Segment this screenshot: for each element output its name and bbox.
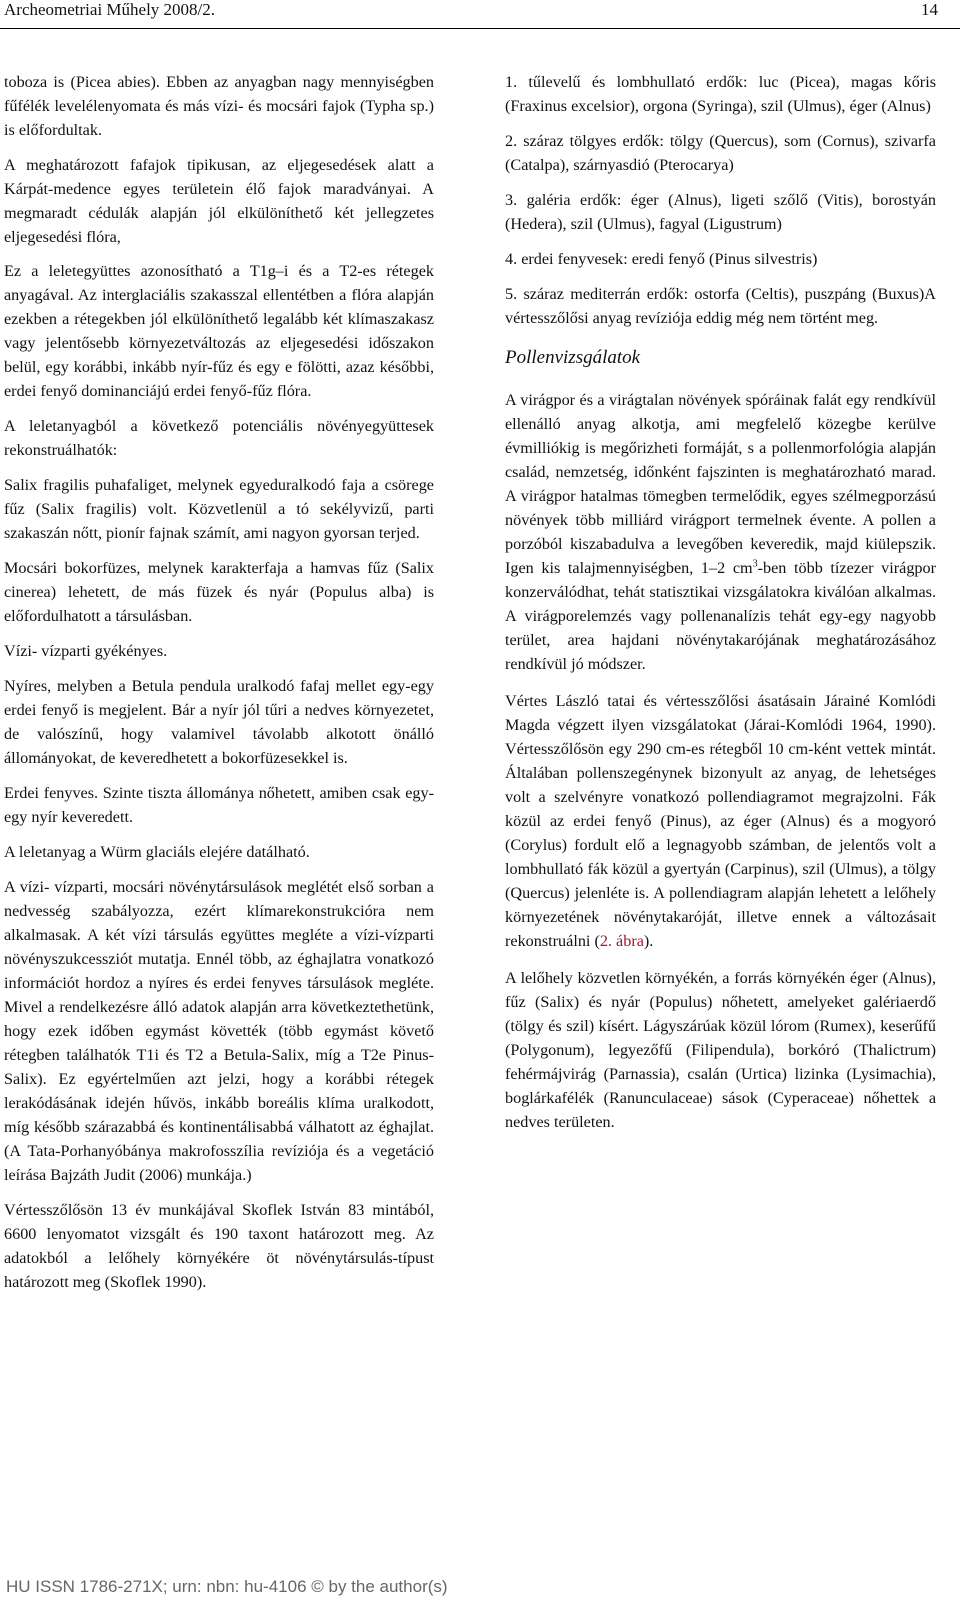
header-rule bbox=[0, 28, 960, 29]
list-item: 4. erdei fenyvesek: eredi fenyő (Pinus silvestris) bbox=[505, 250, 818, 268]
paragraph: A leletanyag a Würm glaciáls elejére datálható. bbox=[4, 843, 310, 861]
list-item: 5. száraz mediterrán erdők: ostorfa (Celtis), puszpáng (Buxus)A vértesszőlősi anyag revíziója eddig még nem történt meg. bbox=[505, 285, 936, 327]
paragraph: Vízi- vízparti gyékényes. bbox=[4, 642, 168, 660]
paragraph: Erdei fenyves. Szinte tiszta állománya nőhetett, amiben csak egy-egy nyír keveredett. bbox=[4, 784, 434, 826]
superscript: 3 bbox=[752, 558, 758, 570]
paragraph: toboza is (Picea abies). Ebben az anyagban nagy mennyiségben fűfélék levelélenyomata és más vízi- és mocsári fajok (Typha sp.) is előfordultak. bbox=[4, 73, 434, 139]
paragraph: Mocsári bokorfüzes, melynek karakterfaja a hamvas fűz (Salix cinerea) lehetett, de más füzek és nyár (Populus alba) is előfordulhatott a társulásban. bbox=[4, 559, 434, 625]
section-heading: Pollenvizsgálatok bbox=[505, 347, 641, 368]
paragraph: Nyíres, melyben a Betula pendula uralkodó fafaj mellet egy-egy erdei fenyő is megjelent. Bár a nyír jól tűri a nedves környezetet, de valószínű, hogy valamivel távolabb alkotott önálló állományokat, de keveredhetett a bokorfüzesekkel is. bbox=[4, 677, 434, 767]
text-run: ). bbox=[643, 932, 654, 950]
journal-title: Archeometriai Műhely 2008/2. bbox=[4, 0, 216, 19]
paragraph: Vértesszőlősön 13 év munkájával Skoflek István 83 mintából, 6600 lenyomatot vizsgált és 190 taxont határozott meg. Az adatokból a lelőhely környékére öt növénytársulás-típust határozott meg (Skoflek 1990). bbox=[4, 1201, 434, 1291]
paragraph: Ez a leletegyüttes azonosítható a T1g–i és a T2-es rétegek anyagával. Az interglaciális szakasszal ellentétben a flóra alapján ezekben a rétegekben jól elkülöníthető legalább két klímaszakasz vagy jelentősebb környezetváltozás az eljegesedési időszakon belül, egy korábbi, inkább nyír-fűz és egy e fölötti, azaz későbbi, erdei fenyő dominanciájú erdei fenyő-fűz flóra. bbox=[4, 262, 434, 400]
paragraph: A meghatározott fafajok tipikusan, az eljegesedések alatt a Kárpát-medence egyes területein élő fajok maradványai. A megmaradt cédulák alapján jól elkülöníthető két jellegzetes eljegesedési flóra, bbox=[4, 156, 434, 246]
paragraph: A vízi- vízparti, mocsári növénytársulások meglétét első sorban a nedvesség szabályozza, ezért klímarekonstrukcióra nem alkalmasak. A két vízi társulás együttes megléte a vízi-vízparti növényszukcessziót mutatja. Ennél több, az éghajlatra vonatkozó információt hordoz a nyíres és erdei fenyves társulások megléte. Mivel a rendelkezésre álló adatok alapján arra következtethetünk, hogy ezek időben egymást követték (több egymást követő rétegben találhatók T1i és T2 a Betula-Salix, míg a T2e Pinus-Salix). Ez egyértelműen azt jelzi, hogy a korábbi rétegek lerakódásának idején hűvös, inkább boreális klíma uralkodott, míg később szárazabbá és kontinentálisabbá válhatott az éghajlat. (A Tata-Porhanyóbánya makrofosszília revíziója és a vegetáció leírása Bajzáth Judit (2006) munkája.) bbox=[4, 878, 434, 1184]
page-header bbox=[0, 0, 960, 30]
figure-reference[interactable]: 2. ábra bbox=[599, 932, 644, 950]
list-item: 3. galéria erdők: éger (Alnus), ligeti szőlő (Vitis), borostyán (Hedera), szil (Ulmus), fagyal (Ligustrum) bbox=[505, 191, 936, 233]
paragraph bbox=[505, 689, 936, 953]
list-item: 2. száraz tölgyes erdők: tölgy (Quercus), som (Cornus), szivarfa (Catalpa), szárnyasdió (Pterocarya) bbox=[505, 132, 936, 174]
paragraph bbox=[505, 388, 936, 676]
paragraph: A lelőhely közvetlen környékén, a forrás környékén éger (Alnus), fűz (Salix) és nyár (Populus) nőhetett, amelyeket galériaerdő (tölgy és szil) kísért. Lágyszárúak közül lórom (Rumex), keserűfű (Polygonum), legyezőfű (Filipendula), borkóró (Thalictrum) fehérmájvirág (Parnassia), csalán (Urtica) lizinka (Lysimachia), boglárkafélék (Ranunculaceae) sások (Cyperaceae) nőhettek a nedves területen. bbox=[505, 969, 936, 1131]
paragraph: Salix fragilis puhafaliget, melynek egyeduralkodó faja a csörege fűz (Salix fragilis) volt. Közvetlenül a tó sekélyvizű, parti szakaszán nőtt, pionír fajnak számít, ami nagyon gyorsan terjed. bbox=[4, 476, 434, 542]
paragraph: A leletanyagból a következő potenciális növényegyüttesek rekonstruálhatók: bbox=[4, 417, 434, 459]
left-column bbox=[4, 70, 434, 1305]
list-item: 1. tűlevelű és lombhullató erdők: luc (Picea), magas kőris (Fraxinus excelsior), orgona (Syringa), szil (Ulmus), éger (Alnus) bbox=[505, 73, 936, 115]
text-run: Vértes László tatai és vértesszőlősi ásatásain Járainé Komlódi Magda végzett ilyen vizsgálatokat (Járai-Komlódi 1964, 1990). Vértesszőlősön egy 290 cm-es rétegből 10 cm-ként vettek mintát. Általában pollenszegénynek bizonyult az anyag, de lehetséges volt a szelvényre vonatkozó pollendiagramot megrajzolni. Fák közül az erdei fenyő (Pinus), az éger (Alnus) és a mogyoró (Corylus) fordult elő a legnagyobb számban, de jelentős volt a lombhullató fák közül a gyertyán (Carpinus), szil (Ulmus), a tölgy (Quercus) jelenléte is. A pollendiagram alapján lehetett a lelőhely környezetének növénytakaróját, illetve ennek a változásait rekonstruálni ( bbox=[505, 692, 936, 950]
text-run: A virágpor és a virágtalan növények spóráinak falát egy rendkívül ellenálló anyag alkotja, ami megfelelő közegbe kerülve évmilliókig is megőrizheti formáját, s a pollenmorfológia alapján család, nemzetség, időnként fajszinten is meghatározható marad. A virágpor hatalmas tömegben termelődik, egyes szélmegporzású növények több milliárd virágport termelnek évente. A pollen a porzóból kiszabadulva a levegőben keveredik, majd kiülepszik. Igen kis talajmennyiségben, 1–2 cm bbox=[505, 391, 936, 577]
page-number: 14 bbox=[921, 0, 938, 19]
right-column bbox=[505, 70, 936, 1145]
text-run: -ben több tízezer virágpor konzerválódhat, tehát statisztikai vizsgálatokra kiválóan alkalmas. A virágporelemzés vagy pollenanalízis tehát egy-egy nagyobb terület, area hajdani növénytakarójának meghatározásához rendkívül jó módszer. bbox=[505, 559, 936, 673]
page-footer: HU ISSN 1786-271X; urn: nbn: hu-4106 © by the author(s) bbox=[6, 1577, 448, 1596]
